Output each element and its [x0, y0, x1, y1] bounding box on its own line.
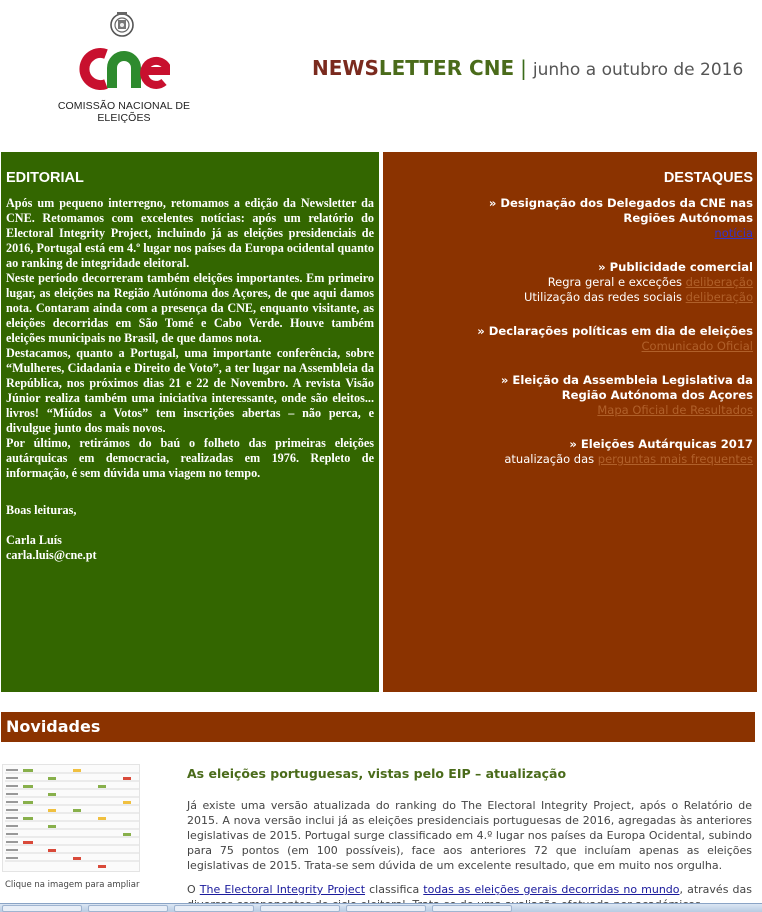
ranking-table-thumbnail-icon — [3, 765, 140, 872]
destaque-item — [387, 260, 753, 305]
newsletter-title — [312, 56, 743, 82]
novidades-heading: Novidades — [1, 712, 755, 742]
title-letter: LETTER CNE — [378, 56, 515, 80]
destaque-title: » Eleição da Assembleia Legislativa da — [500, 373, 753, 387]
thumbnail-caption: Clique na imagem para ampliar — [5, 880, 140, 890]
logo-caption: COMISSÃO NACIONAL DE ELEIÇÕES — [57, 100, 191, 124]
cne-logo[interactable] — [34, 10, 212, 124]
coat-of-arms-icon — [106, 10, 138, 40]
title-separator: | — [520, 56, 527, 80]
destaque-title: » Declarações políticas em dia de eleições — [477, 324, 753, 338]
destaque-link[interactable]: Comunicado Oficial — [641, 339, 753, 353]
destaques-panel — [383, 152, 757, 692]
destaque-title: Regiões Autónomas — [623, 211, 753, 225]
destaque-title: » Designação dos Delegados da CNE nas — [488, 196, 753, 210]
destaque-line — [387, 275, 753, 290]
all-elections-link[interactable]: todas as eleições gerais decorridas no mundo — [423, 883, 680, 896]
editorial-body — [6, 196, 374, 481]
editorial-paragraph: Após um pequeno interregno, retomamos a edição da Newsletter da CNE. Retomamos com excelentes notícias: após um relatório do Electoral Integrity Project, incluindo já as eleições presidenciais de 2016, Portugal está em 4.º lugar nos países da Europa ocidental quanto ao ranking de integridade eleitoral. — [6, 196, 374, 270]
editorial-heading: EDITORIAL — [6, 170, 84, 186]
destaque-item — [387, 373, 753, 418]
destaque-item — [387, 324, 753, 354]
destaque-link[interactable]: deliberação — [685, 275, 753, 289]
cne-lettermark-icon — [78, 40, 170, 96]
destaque-title: » Publicidade comercial — [598, 260, 753, 274]
taskbar-strip — [0, 903, 762, 912]
editorial-email[interactable]: carla.luis@cne.pt — [6, 548, 97, 562]
body-text: , através das — [679, 883, 752, 896]
article-title: As eleições portuguesas, vistas pelo EIP – atualização — [187, 766, 567, 781]
destaque-line-text: atualização das — [504, 452, 595, 466]
newsletter-period: junho a outubro de 2016 — [532, 60, 744, 80]
editorial-greeting: Boas leituras, — [6, 503, 77, 517]
destaque-link[interactable]: deliberação — [685, 290, 753, 304]
body-text: O — [187, 883, 196, 896]
body-text: classifica — [369, 883, 420, 896]
editorial-panel — [1, 152, 379, 692]
editorial-paragraph: Por último, retirámos do baú o folheto das primeiras eleições autárquicas em democracia, realizadas em 1976. Repleto de informação, é sem dúvida uma viagem no tempo. — [6, 436, 374, 480]
editorial-signature — [6, 503, 374, 563]
destaques-heading: DESTAQUES — [663, 170, 753, 186]
eip-ranking-thumbnail[interactable] — [2, 764, 140, 872]
destaque-link[interactable]: notícia — [714, 226, 753, 240]
destaque-title: » Eleições Autárquicas 2017 — [569, 437, 753, 451]
article-body: Já existe uma versão atualizada do ranking do The Electoral Integrity Project, após o Relatório de 2015. A nova versão inclui já as eleições presidenciais portuguesas de 2016, agregadas às anteriores legislativas de 2015. Portugal surge classificado em 4.º lugar nos países da Europa Ocidental, subindo para 75 pontos (em 100 possíveis), face aos anteriores 72 que incluíam apenas as eleições legislativas de 2015. Trata-se sem dúvida de um excelente resultado, que em muito nos orgulha. — [187, 799, 752, 872]
title-news: NEWS — [312, 56, 379, 80]
newsletter-header — [0, 0, 762, 150]
destaque-line — [387, 290, 753, 305]
editorial-paragraph: Destacamos, quanto a Portugal, uma importante conferência, sobre “Mulheres, Cidadania e Direito de Voto”, a ter lugar na Assembleia da República, nos próximos dias 21 e 22 de Novembro. A revista Visão Júnior realiza também uma iniciativa interessante, onde são eleitos... livros! “Miúdos a Votos” tem inscrições abertas – não perca, e divulgue junto dos mais novos. — [6, 346, 374, 435]
article-eip — [187, 766, 752, 912]
destaque-line-text: Utilização das redes sociais — [524, 290, 683, 304]
destaque-title: Região Autónoma dos Açores — [561, 388, 753, 402]
eip-link[interactable]: The Electoral Integrity Project — [199, 883, 366, 896]
destaque-link[interactable]: Mapa Oficial de Resultados — [597, 403, 753, 417]
destaque-line-text: Regra geral e exceções — [547, 275, 683, 289]
destaque-item — [387, 437, 753, 467]
editorial-paragraph: Neste período decorreram também eleições importantes. Em primeiro lugar, as eleições na Região Autónoma dos Açores, de que aqui damos nota. Contaram ainda com a presença da CNE, enquanto visitante, as eleições decorridas em São Tomé e Cabo Verde. Houve também eleições municipais no Brasil, de que damos nota. — [6, 271, 374, 345]
editorial-author: Carla Luís — [6, 533, 62, 547]
destaque-link[interactable]: perguntas mais frequentes — [597, 452, 753, 466]
destaque-item — [387, 196, 753, 241]
destaque-line — [387, 452, 753, 467]
